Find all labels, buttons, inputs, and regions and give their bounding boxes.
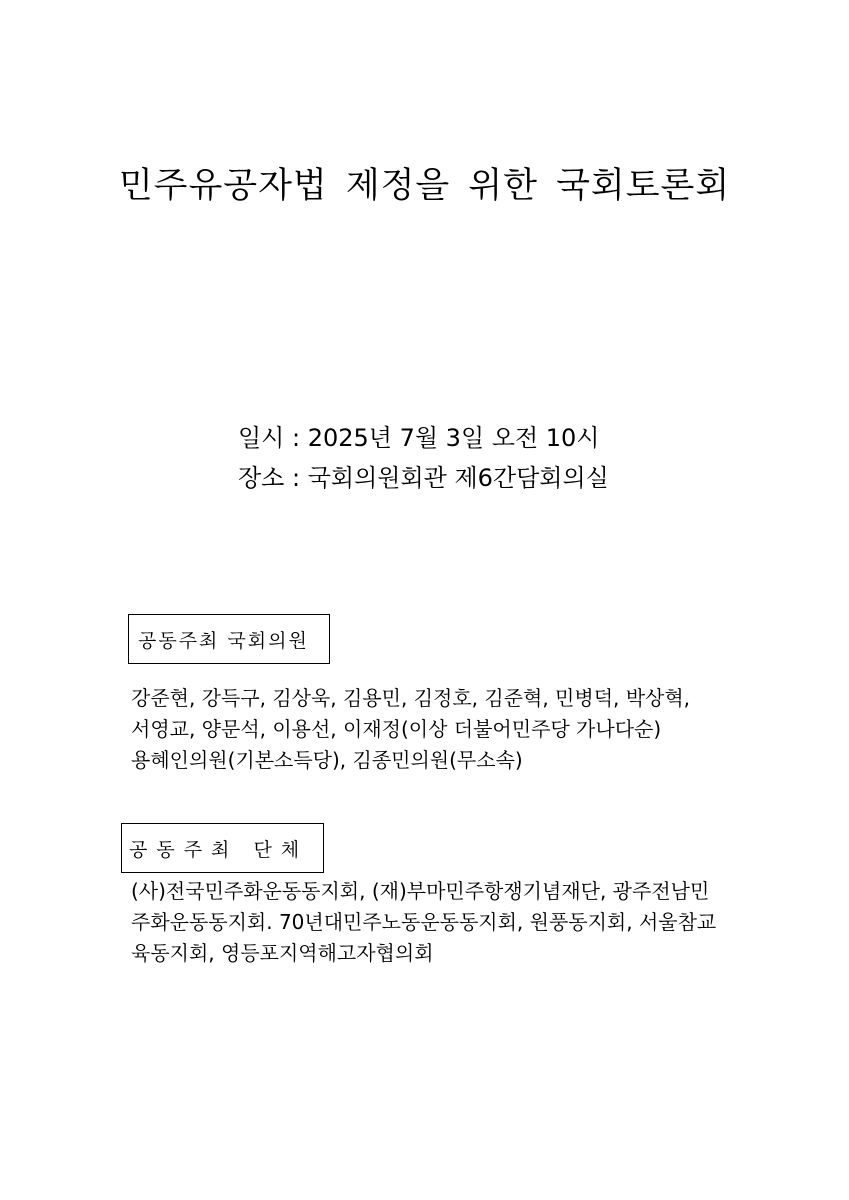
co-host-members-list xyxy=(131,683,690,776)
members-line: 서영교, 양문석, 이용선, 이재정(이상 더불어민주당 가나다순) xyxy=(131,717,662,741)
members-line: 강준현, 강득구, 김상욱, 김용민, 김정호, 김준혁, 민병덕, 박상혁, xyxy=(131,686,691,710)
co-host-members-heading: 공동주최 국회의원 xyxy=(128,614,330,664)
event-place: 장소 : 국회의원회관 제6간담회의실 xyxy=(238,464,609,492)
orgs-line: 육동지회, 영등포지역해고자협의회 xyxy=(131,941,434,965)
document-title: 민주유공자법 제정을 위한 국회토론회 xyxy=(118,166,731,206)
members-line: 용혜인의원(기본소득당), 김종민의원(무소속) xyxy=(131,748,523,772)
event-date: 일시 : 2025년 7월 3일 오전 10시 xyxy=(238,424,600,452)
orgs-line: (사)전국민주화운동동지회, (재)부마민주항쟁기념재단, 광주전남민 xyxy=(131,879,710,903)
co-host-orgs-heading: 공동주최 단체 xyxy=(121,823,324,873)
orgs-line: 주화운동동지회. 70년대민주노동운동동지회, 원풍동지회, 서울참교 xyxy=(131,910,717,934)
co-host-orgs-list xyxy=(131,876,716,969)
